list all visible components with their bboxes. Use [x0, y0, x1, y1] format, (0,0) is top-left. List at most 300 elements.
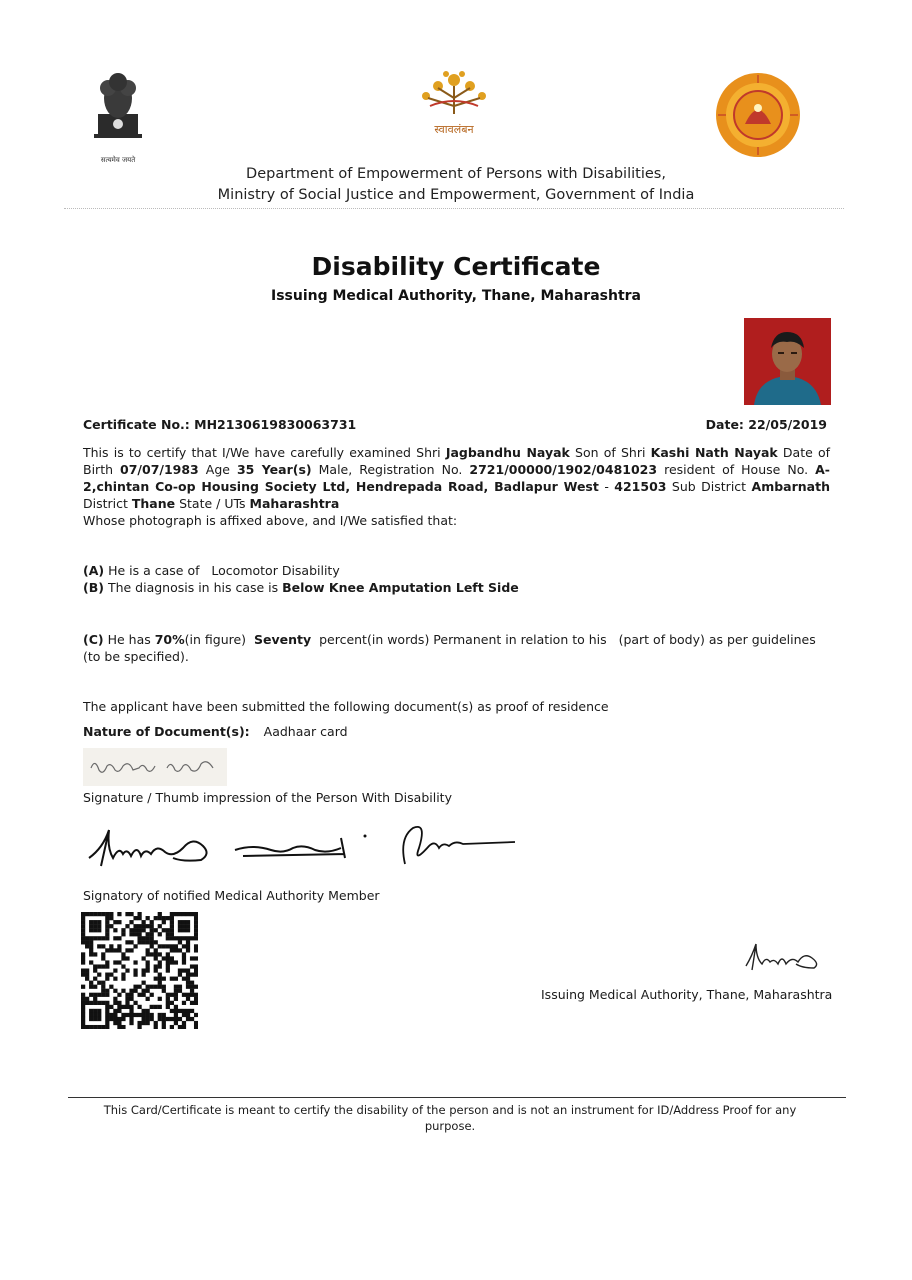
qr-module	[105, 936, 109, 940]
qr-module	[85, 940, 89, 944]
para-text: Date of Birth	[83, 445, 831, 477]
qr-module	[186, 928, 190, 932]
qr-module	[186, 997, 190, 1001]
qr-module	[81, 956, 85, 960]
qr-module	[97, 1025, 101, 1029]
qr-module	[129, 920, 133, 924]
qr-module	[137, 940, 141, 944]
qr-module	[154, 985, 158, 989]
qr-module	[105, 993, 109, 997]
qr-module	[182, 956, 186, 960]
department-heading	[0, 164, 912, 206]
qr-module	[89, 1001, 93, 1005]
qr-module	[133, 1013, 137, 1017]
qr-module	[190, 956, 194, 960]
finding-a	[83, 562, 340, 579]
swavlamban-logo	[408, 66, 500, 142]
qr-module	[194, 973, 198, 977]
qr-module	[194, 928, 198, 932]
qr-module	[158, 981, 162, 985]
qr-module	[93, 928, 97, 932]
date-of-birth: 07/07/1983	[120, 462, 199, 477]
qr-module	[105, 948, 109, 952]
qr-module	[97, 1009, 101, 1013]
qr-module	[117, 1021, 121, 1025]
qr-module	[182, 968, 186, 972]
qr-module	[121, 964, 125, 968]
qr-module	[113, 948, 117, 952]
qr-module	[113, 1017, 117, 1021]
qr-module	[150, 993, 154, 997]
qr-module	[137, 993, 141, 997]
certificate-number-value: MH2130619830063731	[194, 417, 357, 432]
qr-module	[105, 1005, 109, 1009]
qr-module	[194, 932, 198, 936]
qr-module	[146, 989, 150, 993]
qr-module	[137, 1021, 141, 1025]
qr-module	[178, 973, 182, 977]
qr-module	[166, 960, 170, 964]
qr-module	[117, 936, 121, 940]
qr-module	[142, 924, 146, 928]
qr-module	[146, 940, 150, 944]
qr-module	[97, 993, 101, 997]
qr-module	[85, 944, 89, 948]
qr-module	[125, 940, 129, 944]
qr-module	[146, 1021, 150, 1025]
qr-module	[137, 932, 141, 936]
qr-module	[146, 952, 150, 956]
qr-module	[190, 964, 194, 968]
qr-module	[194, 920, 198, 924]
qr-module	[89, 940, 93, 944]
qr-module	[154, 1025, 158, 1029]
qr-module	[89, 985, 93, 989]
qr-module	[109, 985, 113, 989]
qr-module	[137, 1005, 141, 1009]
qr-module	[109, 973, 113, 977]
qr-module	[97, 912, 101, 916]
authority-signatures-drawing	[83, 818, 523, 878]
qr-module	[170, 912, 174, 916]
qr-module	[182, 993, 186, 997]
qr-module	[142, 973, 146, 977]
qr-module	[105, 1025, 109, 1029]
qr-module	[121, 989, 125, 993]
qr-module	[182, 928, 186, 932]
qr-module	[186, 944, 190, 948]
qr-module	[146, 964, 150, 968]
qr-module	[162, 985, 166, 989]
qr-module	[129, 993, 133, 997]
qr-module	[93, 952, 97, 956]
qr-module	[158, 985, 162, 989]
issuing-authority-caption: Issuing Medical Authority, Thane, Maharashtra	[541, 987, 833, 1002]
qr-module	[125, 968, 129, 972]
qr-module	[166, 1001, 170, 1005]
qr-module	[154, 928, 158, 932]
qr-module	[81, 1021, 85, 1025]
qr-module	[97, 964, 101, 968]
qr-module	[170, 1001, 174, 1005]
qr-module	[170, 916, 174, 920]
qr-module	[101, 936, 105, 940]
qr-module	[150, 932, 154, 936]
qr-module	[154, 956, 158, 960]
qr-module	[162, 977, 166, 981]
qr-module	[93, 912, 97, 916]
qr-module	[85, 977, 89, 981]
qr-module	[117, 1005, 121, 1009]
qr-module	[97, 928, 101, 932]
qr-module	[142, 940, 146, 944]
qr-module	[89, 944, 93, 948]
qr-module	[182, 1009, 186, 1013]
qr-module	[170, 1017, 174, 1021]
department-line-2: Ministry of Social Justice and Empowerment, Government of India	[217, 187, 695, 203]
qr-module	[190, 985, 194, 989]
qr-module	[146, 1017, 150, 1021]
qr-module	[166, 968, 170, 972]
registration-number: 2721/00000/1902/0481023	[469, 462, 658, 477]
finding-c-text: (in figure)	[184, 632, 254, 647]
qr-module	[125, 948, 129, 952]
para-text: State / UTs	[175, 496, 250, 511]
certificate-date-label: Date:	[705, 417, 744, 432]
finding-b	[83, 579, 519, 596]
emblem-motto: सत्यमेव जयते	[100, 156, 136, 164]
qr-module	[121, 973, 125, 977]
qr-module	[105, 1009, 109, 1013]
qr-module	[105, 977, 109, 981]
qr-module	[129, 940, 133, 944]
qr-module	[133, 973, 137, 977]
qr-module	[137, 985, 141, 989]
qr-module	[93, 964, 97, 968]
qr-module	[93, 997, 97, 1001]
qr-module	[117, 944, 121, 948]
qr-module	[133, 924, 137, 928]
qr-module	[174, 960, 178, 964]
qr-module	[158, 960, 162, 964]
qr-module	[186, 940, 190, 944]
qr-module	[146, 948, 150, 952]
qr-module	[194, 1021, 198, 1025]
qr-module	[81, 936, 85, 940]
qr-module	[142, 920, 146, 924]
qr-module	[178, 1009, 182, 1013]
qr-module	[178, 936, 182, 940]
finding-c-text: He has	[103, 632, 155, 647]
qr-module	[162, 989, 166, 993]
qr-module	[194, 924, 198, 928]
qr-module	[162, 1013, 166, 1017]
disability-percent: 70%	[154, 632, 185, 647]
qr-module	[194, 993, 198, 997]
qr-module	[133, 916, 137, 920]
father-name: Kashi Nath Nayak	[650, 445, 778, 460]
qr-module	[146, 1013, 150, 1017]
qr-module	[105, 932, 109, 936]
qr-module	[146, 1009, 150, 1013]
qr-module	[150, 944, 154, 948]
finding-b-text: The diagnosis in his case is	[103, 580, 283, 595]
qr-module	[97, 1013, 101, 1017]
qr-module	[190, 936, 194, 940]
qr-module	[133, 928, 137, 932]
qr-module	[146, 916, 150, 920]
qr-module	[101, 956, 105, 960]
qr-module	[121, 932, 125, 936]
qr-module	[89, 936, 93, 940]
footer-note: This Card/Certificate is meant to certify the disability of the person and is not an instrument for ID/Address Proof for any purpose.	[103, 1103, 797, 1133]
qr-module	[166, 936, 170, 940]
qr-module	[97, 973, 101, 977]
qr-module	[182, 912, 186, 916]
qr-module	[117, 1009, 121, 1013]
qr-module	[170, 944, 174, 948]
qr-module	[97, 920, 101, 924]
qr-module	[162, 1025, 166, 1029]
sub-district: Ambarnath	[751, 479, 830, 494]
certificate-date-value: 22/05/2019	[748, 417, 827, 432]
qr-module	[137, 916, 141, 920]
qr-module	[89, 981, 93, 985]
qr-module	[166, 916, 170, 920]
qr-module	[97, 981, 101, 985]
qr-module	[146, 997, 150, 1001]
qr-module	[89, 960, 93, 964]
qr-module	[174, 1013, 178, 1017]
qr-module	[81, 997, 85, 1001]
qr-module	[113, 1021, 117, 1025]
qr-module	[170, 1009, 174, 1013]
qr-module	[117, 948, 121, 952]
qr-module	[150, 952, 154, 956]
qr-module	[142, 981, 146, 985]
qr-module	[190, 989, 194, 993]
qr-module	[174, 989, 178, 993]
qr-module	[186, 936, 190, 940]
certificate-date	[706, 417, 827, 432]
qr-module	[113, 997, 117, 1001]
authority-caption: Signatory of notified Medical Authority Member	[83, 888, 380, 903]
qr-module	[81, 940, 85, 944]
qr-module	[81, 1005, 85, 1009]
qr-module	[190, 981, 194, 985]
qr-module	[142, 936, 146, 940]
qr-module	[142, 968, 146, 972]
qr-module	[166, 932, 170, 936]
qr-module	[125, 1005, 129, 1009]
qr-module	[105, 964, 109, 968]
qr-module	[142, 989, 146, 993]
qr-module	[81, 973, 85, 977]
qr-module	[113, 960, 117, 964]
qr-module	[89, 1025, 93, 1029]
qr-module	[158, 912, 162, 916]
qr-module	[133, 968, 137, 972]
para-text: Age	[198, 462, 237, 477]
qr-module	[186, 920, 190, 924]
qr-module	[178, 985, 182, 989]
qr-module	[166, 1017, 170, 1021]
qr-module	[166, 956, 170, 960]
qr-module	[190, 912, 194, 916]
qr-module	[81, 1009, 85, 1013]
qr-module	[129, 932, 133, 936]
qr-module	[190, 1009, 194, 1013]
qr-module	[158, 964, 162, 968]
qr-module	[129, 948, 133, 952]
qr-module	[117, 960, 121, 964]
qr-module	[182, 1013, 186, 1017]
qr-module	[150, 920, 154, 924]
finding-c-continued: (to be specified).	[83, 649, 189, 664]
para-text: -	[598, 479, 615, 494]
qr-module	[93, 936, 97, 940]
qr-module	[85, 912, 89, 916]
qr-module	[113, 968, 117, 972]
qr-module	[129, 1009, 133, 1013]
qr-module	[194, 948, 198, 952]
qr-module	[178, 920, 182, 924]
state: Maharashtra	[249, 496, 340, 511]
qr-module	[174, 912, 178, 916]
qr-module	[174, 936, 178, 940]
qr-module	[178, 924, 182, 928]
qr-module	[81, 912, 85, 916]
header-divider	[64, 208, 844, 209]
qr-module	[154, 968, 158, 972]
qr-module	[174, 993, 178, 997]
qr-module	[113, 928, 117, 932]
qr-module	[129, 1021, 133, 1025]
qr-module	[170, 993, 174, 997]
qr-module	[129, 1017, 133, 1021]
qr-module	[158, 977, 162, 981]
qr-module	[150, 940, 154, 944]
qr-module	[162, 944, 166, 948]
qr-module	[125, 993, 129, 997]
qr-module	[186, 977, 190, 981]
qr-module	[158, 1005, 162, 1009]
qr-module	[182, 1025, 186, 1029]
qr-module	[166, 944, 170, 948]
applicant-photo	[744, 318, 831, 405]
qr-module	[194, 1013, 198, 1017]
qr-module	[194, 936, 198, 940]
qr-module	[137, 924, 141, 928]
qr-module	[170, 956, 174, 960]
qr-module	[85, 968, 89, 972]
district: Thane	[131, 496, 176, 511]
department-line-1: Department of Empowerment of Persons with Disabilities,	[246, 166, 666, 182]
qr-module	[105, 924, 109, 928]
qr-module	[158, 952, 162, 956]
qr-module	[81, 985, 85, 989]
qr-module	[158, 916, 162, 920]
qr-module	[89, 920, 93, 924]
qr-module	[162, 928, 166, 932]
documents-label: Nature of Document(s):	[83, 724, 250, 739]
qr-module	[105, 920, 109, 924]
diagnosis: Below Knee Amputation Left Side	[282, 580, 519, 595]
qr-module	[162, 920, 166, 924]
qr-module	[129, 928, 133, 932]
qr-module	[93, 985, 97, 989]
qr-module	[109, 948, 113, 952]
applicant-name: Jagbandhu Nayak	[445, 445, 570, 460]
qr-module	[129, 1005, 133, 1009]
certificate-title: Disability Certificate	[311, 252, 601, 281]
qr-module	[170, 932, 174, 936]
qr-module	[174, 948, 178, 952]
qr-module	[81, 1001, 85, 1005]
qr-module	[137, 928, 141, 932]
qr-module	[142, 1017, 146, 1021]
certification-paragraph	[83, 444, 830, 529]
qr-module	[150, 924, 154, 928]
finding-a-label: (A)	[83, 563, 105, 578]
qr-module	[174, 977, 178, 981]
documents-value: Aadhaar card	[263, 724, 348, 739]
qr-module	[170, 1025, 174, 1029]
certificate-number-label: Certificate No.:	[83, 417, 190, 432]
para-text: Son of Shri	[569, 445, 651, 460]
qr-module	[190, 1001, 194, 1005]
qr-module	[113, 977, 117, 981]
qr-module	[85, 997, 89, 1001]
qr-module	[178, 912, 182, 916]
qr-module	[194, 956, 198, 960]
qr-module	[174, 985, 178, 989]
qr-module	[154, 916, 158, 920]
qr-module	[186, 985, 190, 989]
qr-module	[101, 1025, 105, 1029]
qr-module	[81, 960, 85, 964]
qr-module	[81, 1013, 85, 1017]
qr-module	[81, 1017, 85, 1021]
qr-module	[194, 964, 198, 968]
qr-module	[137, 936, 141, 940]
qr-module	[101, 1001, 105, 1005]
maharashtra-seal-logo	[715, 72, 801, 158]
qr-module	[117, 912, 121, 916]
qr-module	[113, 1013, 117, 1017]
qr-module	[101, 989, 105, 993]
qr-module	[101, 985, 105, 989]
qr-module	[182, 1021, 186, 1025]
qr-module	[166, 1005, 170, 1009]
qr-module	[178, 928, 182, 932]
qr-module	[162, 916, 166, 920]
qr-module	[89, 952, 93, 956]
qr-module	[93, 1013, 97, 1017]
qr-module	[186, 973, 190, 977]
qr-module	[137, 1013, 141, 1017]
qr-module	[89, 924, 93, 928]
qr-code	[81, 912, 198, 1029]
qr-module	[194, 968, 198, 972]
qr-module	[113, 1009, 117, 1013]
qr-module	[154, 952, 158, 956]
qr-module	[81, 993, 85, 997]
qr-module	[178, 940, 182, 944]
qr-module	[182, 936, 186, 940]
qr-module	[125, 912, 129, 916]
qr-module	[89, 993, 93, 997]
